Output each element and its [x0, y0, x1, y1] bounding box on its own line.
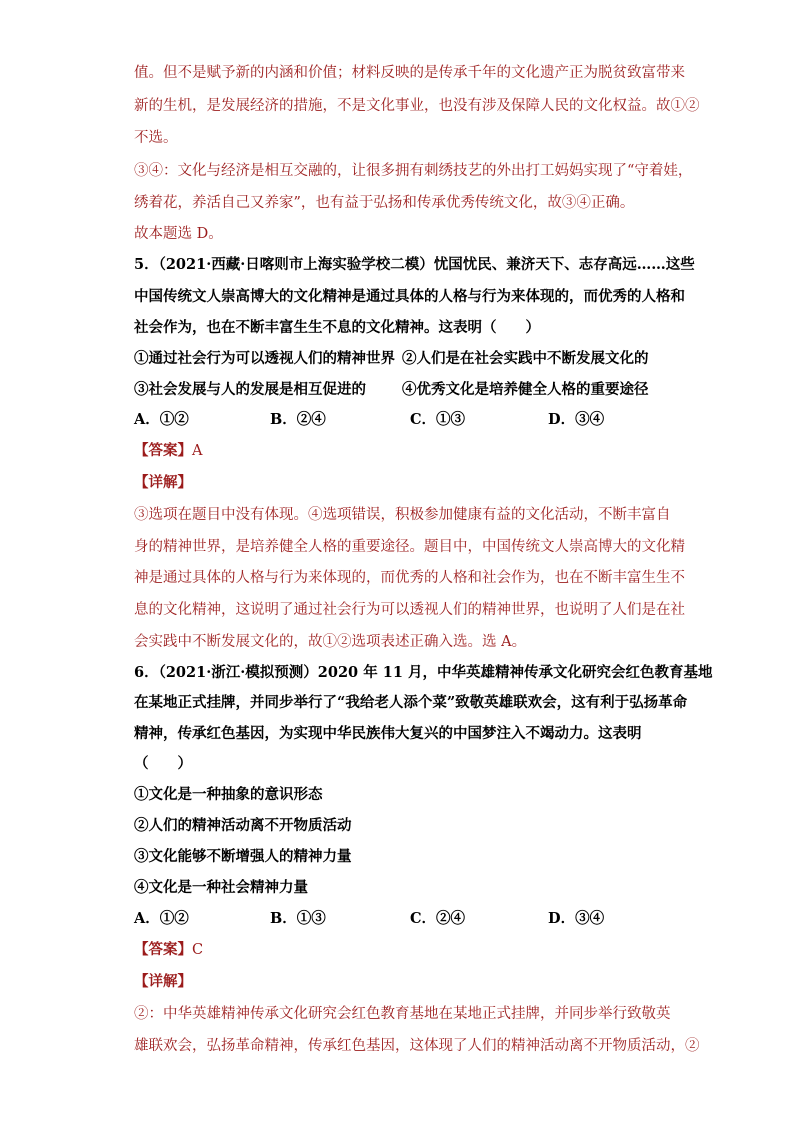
- q5-option-a: A．①②: [134, 411, 189, 428]
- q6-detail-line-2: 雄联欢会，弘扬革命精神，传承红色基因，这体现了人们的精神活动离不开物质活动，②: [134, 1038, 700, 1054]
- q6-option-c: C．②④: [410, 910, 466, 927]
- analysis-conclusion: 故本题选 D。: [134, 226, 223, 242]
- q6-answer: [134, 940, 203, 960]
- q6-answer-value: C: [192, 942, 204, 958]
- q5-statement-1: ①通过社会行为可以透视人们的精神世界: [134, 350, 395, 367]
- q6-statement-2: ②人们的精神活动离不开物质活动: [134, 817, 352, 834]
- q6-option-d: D．③④: [548, 910, 605, 927]
- analysis-line-2: 新的生机，是发展经济的措施，不是文化事业，也没有涉及保障人民的文化权益。故①②: [134, 98, 700, 114]
- analysis-line-1: 值。但不是赋予新的内涵和价值；材料反映的是传承千年的文化遗产正为脱贫致富带来: [134, 65, 685, 81]
- q5-answer: [134, 441, 202, 461]
- q6-option-a: A．①②: [134, 910, 189, 927]
- q5-detail-line-5: 会实践中不断发展文化的，故①②选项表述正确入选。选 A。: [134, 634, 527, 650]
- q5-detail-line-3: 神是通过具体的人格与行为来体现的，而优秀的人格和社会作为，也在不断丰富生生不: [134, 570, 685, 586]
- q5-stem-line-2: 中国传统文人崇高博大的文化精神是通过具体的人格与行为来体现的，而优秀的人格和: [134, 288, 685, 305]
- q6-statement-4: ④文化是一种社会精神力量: [134, 879, 308, 896]
- q5-detail-line-1: ③选项在题目中没有体现。④选项错误，积极参加健康有益的文化活动，不断丰富自: [134, 507, 671, 523]
- q6-stem-line-3: 精神，传承红色基因，为实现中华民族伟大复兴的中国梦注入不竭动力。这表明: [134, 725, 642, 742]
- q5-answer-label: 【答案】: [134, 442, 192, 459]
- q6-detail-label: 【详解】: [134, 973, 192, 990]
- q6-statement-3: ③文化能够不断增强人的精神力量: [134, 848, 352, 865]
- q5-detail-line-2: 身的精神世界，是培养健全人格的重要途径。题目中，中国传统文人崇高博大的文化精: [134, 539, 685, 555]
- q5-option-c: C．①③: [410, 411, 466, 428]
- analysis-line-5: 绣着花，养活自己又养家”，也有益于弘扬和传承优秀传统文化，故③④正确。: [134, 195, 635, 211]
- q5-detail-line-4: 息的文化精神，这说明了通过社会行为可以透视人们的精神世界，也说明了人们是在社: [134, 602, 685, 618]
- q6-option-b: B．①③: [270, 910, 326, 927]
- q5-option-d: D．③④: [548, 411, 605, 428]
- q6-stem-line-4: （ ）: [134, 755, 192, 772]
- q5-stem-line-1: 5．（2021·西藏·日喀则市上海实验学校二模）忧国忧民、兼济天下、志存高远……这些: [134, 256, 695, 273]
- q5-detail-label: 【详解】: [134, 474, 192, 491]
- q5-stem-line-3: 社会作为，也在不断丰富生生不息的文化精神。这表明（ ）: [134, 319, 540, 336]
- q6-detail-line-1: ②：中华英雄精神传承文化研究会红色教育基地在某地正式挂牌，并同步举行致敬英: [134, 1006, 671, 1022]
- analysis-line-3: 不选。: [134, 130, 178, 146]
- q6-answer-label: 【答案】: [134, 941, 192, 958]
- q6-stem-line-2: 在某地正式挂牌，并同步举行了“我给老人添个菜”致敬英雄联欢会，这有利于弘扬革命: [134, 694, 688, 711]
- analysis-line-4: ③④：文化与经济是相互交融的，让很多拥有刺绣技艺的外出打工妈妈实现了“守着娃，: [134, 163, 693, 179]
- q5-answer-value: A: [192, 443, 203, 459]
- q5-statement-3: ③社会发展与人的发展是相互促进的: [134, 381, 366, 398]
- q6-stem-line-1: 6．（2021·浙江·模拟预测）2020 年 11 月，中华英雄精神传承文化研究会红色教育基地: [134, 664, 713, 681]
- q5-option-b: B．②④: [270, 411, 326, 428]
- q6-statement-1: ①文化是一种抽象的意识形态: [134, 786, 323, 803]
- q5-statement-2: ②人们是在社会实践中不断发展文化的: [402, 350, 649, 367]
- q5-statement-4: ④优秀文化是培养健全人格的重要途径: [402, 381, 649, 398]
